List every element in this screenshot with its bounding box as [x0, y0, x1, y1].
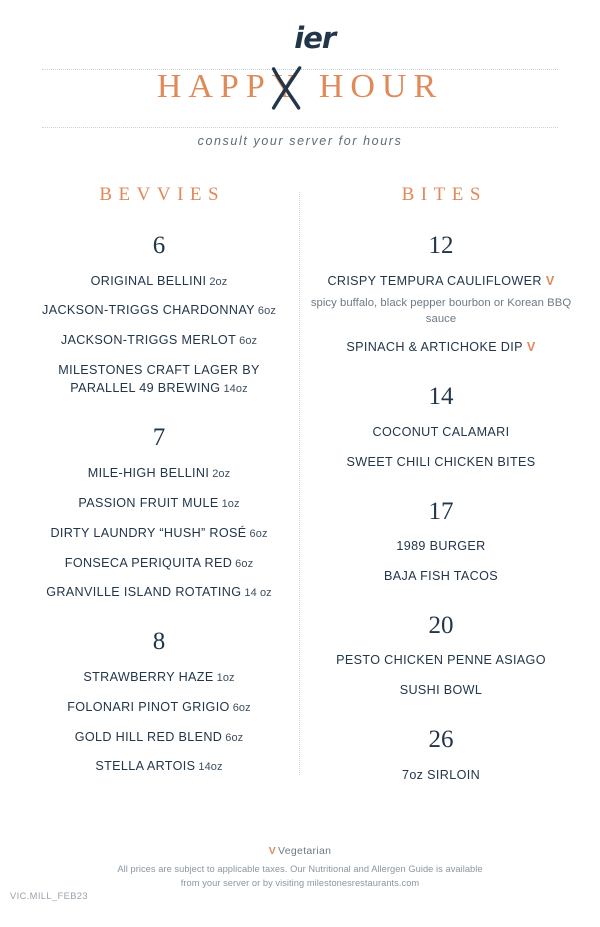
menu-item-name: ORIGINAL BELLINI [90, 273, 207, 288]
menu-item [24, 698, 294, 717]
menu-item-size: 6oz [225, 731, 244, 744]
menu-item [24, 301, 294, 320]
column-divider [299, 192, 300, 775]
menu-item-size: 14oz [198, 761, 223, 774]
price-group [306, 232, 576, 357]
menu-item [306, 423, 576, 442]
price-value: 6 [152, 232, 166, 259]
price-group [306, 498, 576, 586]
legal-line-2: from your server or by visiting milestonesrestaurants.com [180, 878, 420, 889]
column-bites [300, 184, 582, 811]
vegetarian-icon: V [268, 845, 277, 858]
menu-item-name: FONSECA PERIQUITA RED [64, 555, 233, 570]
menu-item-name: SWEET CHILI CHICKEN BITES [346, 454, 536, 469]
vegetarian-icon: V [545, 273, 555, 288]
menu-item-name: CRISPY TEMPURA CAULIFLOWER [327, 273, 542, 288]
menu-item-name: BAJA FISH TACOS [384, 569, 498, 584]
menu-item [306, 766, 576, 785]
menu-item [24, 272, 294, 291]
menu-item-name: MILESTONES CRAFT LAGER BY PARALLEL 49 BREWING [58, 363, 260, 396]
dotted-divider-bottom [42, 127, 558, 128]
menu-item-size: 2oz [212, 467, 231, 480]
price-value: 17 [428, 497, 454, 525]
price-group [24, 232, 294, 398]
price-group [306, 726, 576, 784]
menu-item [24, 757, 294, 776]
menu-item [306, 537, 576, 556]
vegetarian-legend [0, 845, 600, 857]
menu-columns [0, 184, 600, 811]
menu-item-size: 6oz [249, 527, 268, 540]
menu-item-name: JACKSON-TRIGGS MERLOT [60, 333, 237, 348]
menu-item-name: GOLD HILL RED BLEND [74, 729, 223, 744]
column-bevvies [18, 184, 300, 811]
price-value: 26 [428, 726, 454, 754]
menu-header [0, 0, 600, 148]
menu-item [24, 583, 294, 602]
menu-item [306, 681, 576, 700]
price-groups-bites [306, 232, 576, 785]
price-value: 7 [152, 424, 166, 452]
menu-item-name: GRANVILLE ISLAND ROTATING [46, 585, 242, 600]
menu-item-name: JACKSON-TRIGGS CHARDONNAY [42, 303, 255, 318]
menu-item-size: 1oz [221, 497, 240, 510]
title-text-before: HAPP [156, 68, 272, 105]
menu-item [306, 453, 576, 472]
menu-item-size: 6oz [232, 701, 251, 714]
menu-item-name: DIRTY LAUNDRY “HUSH” ROSÉ [50, 525, 247, 540]
menu-item-name: PASSION FRUIT MULE [78, 495, 219, 510]
menu-item-size: 6oz [257, 305, 276, 318]
price-value: 20 [428, 611, 454, 639]
menu-item [24, 361, 294, 398]
menu-item [306, 338, 576, 357]
menu-item [24, 728, 294, 747]
menu-item [24, 331, 294, 350]
handwritten-ier: ier [294, 21, 336, 55]
price-group [306, 612, 576, 700]
menu-footer [0, 845, 600, 891]
price-groups-bevvies [24, 232, 294, 776]
menu-item-name: FOLONARI PINOT GRIGIO [67, 699, 230, 714]
menu-item [306, 651, 576, 670]
menu-item-size: 6oz [235, 557, 254, 570]
menu-item [24, 524, 294, 543]
menu-item-size: 6oz [239, 335, 258, 348]
menu-item [24, 668, 294, 687]
page-title [157, 57, 443, 117]
menu-item-name: SUSHI BOWL [399, 683, 483, 698]
price-value: 8 [152, 628, 166, 656]
menu-item-size: 14oz [223, 383, 248, 396]
vegetarian-icon: V [526, 340, 536, 355]
menu-item-name: 1989 BURGER [396, 539, 486, 554]
title-y-char: Y [271, 68, 304, 105]
menu-item [306, 567, 576, 586]
menu-item-description: spicy buffalo, black pepper bourbon or Korean BBQ sauce [310, 297, 572, 326]
title-y-letter [272, 57, 304, 117]
menu-item-name: STELLA ARTOIS [95, 759, 196, 774]
price-group [24, 628, 294, 776]
menu-item [24, 494, 294, 513]
menu-item-name: PESTO CHICKEN PENNE ASIAGO [336, 653, 546, 668]
menu-item-name: SPINACH & ARTICHOKE DIP [346, 340, 523, 355]
price-value: 12 [428, 232, 454, 259]
price-group [306, 383, 576, 471]
vegetarian-legend-label: Vegetarian [278, 845, 332, 858]
price-value: 14 [428, 383, 454, 411]
menu-subtitle: consult your server for hours [197, 134, 403, 148]
menu-item-size: 1oz [216, 671, 235, 684]
menu-item [24, 554, 294, 573]
menu-item-name: MILE-HIGH BELLINI [87, 465, 210, 480]
menu-item-size: 14 oz [244, 587, 272, 600]
menu-item-name: COCONUT CALAMARI [372, 424, 510, 439]
section-title-bites: BITES [401, 184, 487, 205]
menu-item [24, 464, 294, 483]
menu-item-name: STRAWBERRY HAZE [83, 669, 214, 684]
title-wrap [0, 21, 600, 117]
menu-item-size: 2oz [209, 275, 228, 288]
section-title-bevvies: BEVVIES [99, 184, 226, 205]
price-group [24, 424, 294, 602]
menu-item-name: 7oz SIRLOIN [401, 767, 481, 782]
legal-line-1: All prices are subject to applicable taxes. Our Nutritional and Allergen Guide is available [117, 864, 483, 875]
title-text-after: HOUR [303, 68, 444, 105]
menu-version-code: VIC.MILL_FEB23 [10, 891, 88, 901]
menu-item [306, 272, 576, 291]
